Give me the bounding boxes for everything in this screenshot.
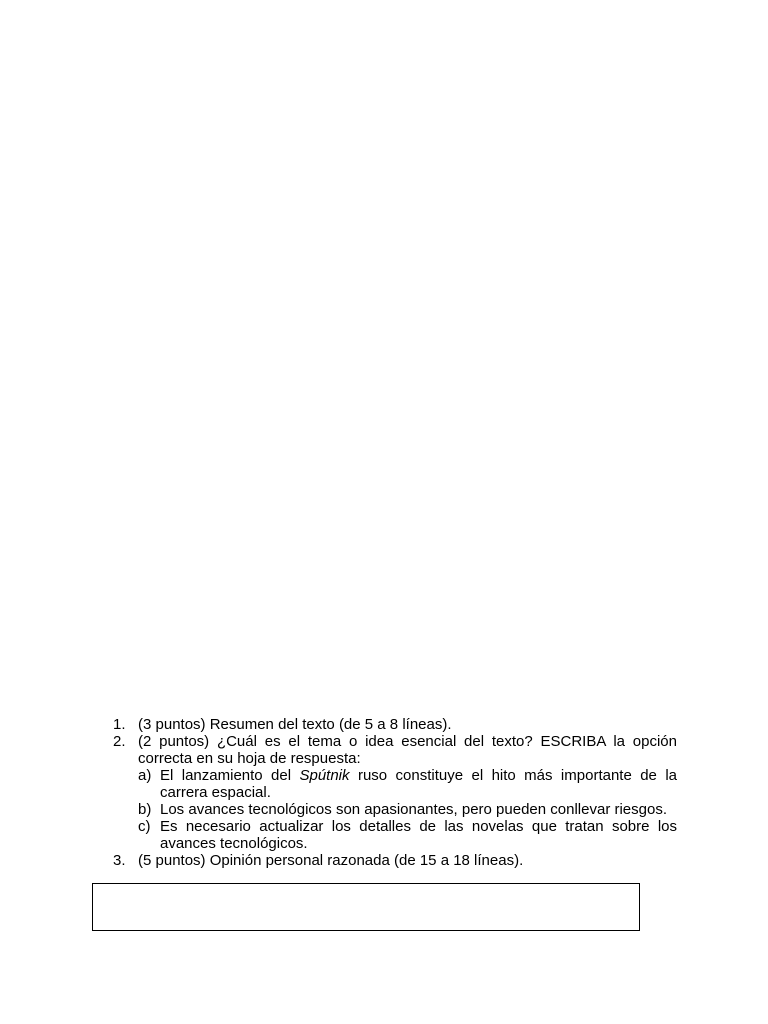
option-b [113,801,677,818]
question-number: 1. [113,716,126,733]
option-c [113,818,677,852]
question-text: (2 puntos) ¿Cuál es el tema o idea esencial del texto? ESCRIBA la opción correcta en su hoja de respuesta: [138,733,677,767]
option-italic-term: Spútnik [299,767,350,784]
option-text-after: ruso constituye el hito más importante de la carrera espacial. [160,767,677,801]
option-a [113,767,677,801]
option-text: Los avances tecnológicos son apasionantes, pero pueden conllevar riesgos. [160,801,667,818]
option-text-before: El lanzamiento del [160,767,300,784]
question-1 [113,716,677,733]
question-2 [113,733,677,767]
questions-list [113,716,677,869]
option-letter: c) [138,818,151,835]
option-text: Es necesario actualizar los detalles de las novelas que tratan sobre los avances tecnológicos. [160,818,677,852]
question-text: (3 puntos) Resumen del texto (de 5 a 8 líneas). [138,716,452,733]
option-letter: a) [138,767,152,784]
question-3 [113,852,677,869]
question-number: 3. [113,852,126,869]
answer-box [92,883,640,931]
question-number: 2. [113,733,126,750]
question-text: (5 puntos) Opinión personal razonada (de 15 a 18 líneas). [138,852,524,869]
option-letter: b) [138,801,152,818]
